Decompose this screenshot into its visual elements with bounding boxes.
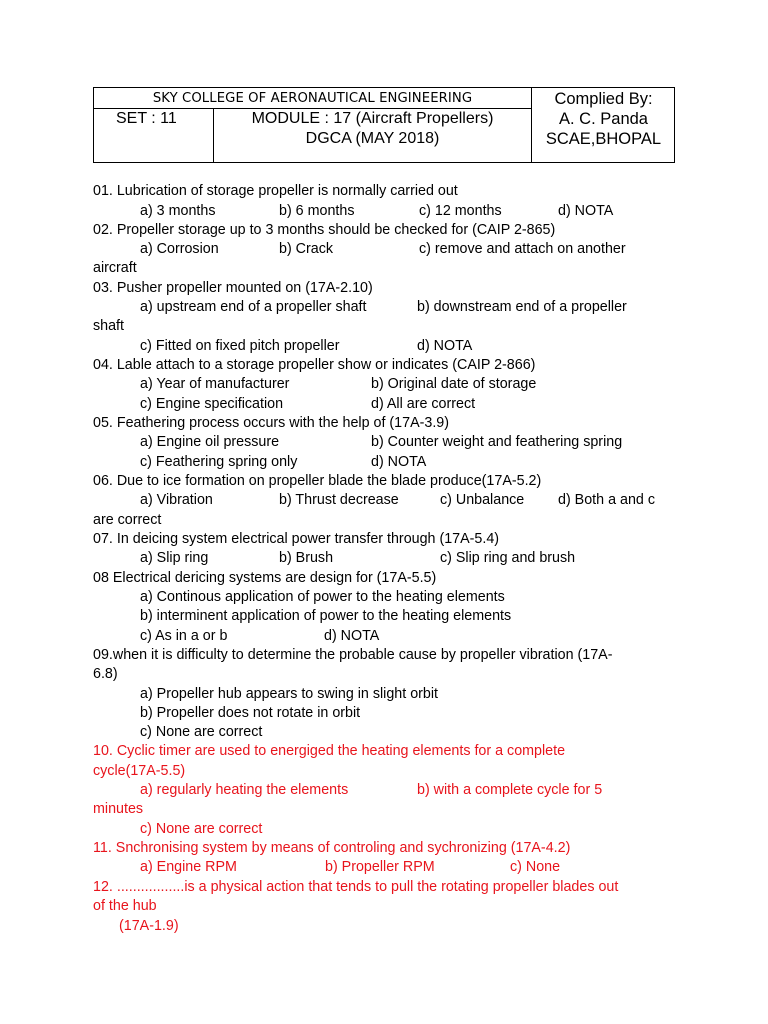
option-a: a) upstream end of a propeller shaft <box>140 299 367 315</box>
compiler-institute: SCAE,BHOPAL <box>545 130 662 148</box>
module-line: MODULE : 17 (Aircraft Propellers) <box>251 110 494 127</box>
question-12-wrap: of the hub <box>93 898 157 914</box>
option-c: c) 12 months <box>419 203 502 219</box>
question-04: 04. Lable attach to a storage propeller show or indicates (CAIP 2-866) <box>93 357 536 373</box>
option-b: b) Counter weight and feathering spring <box>371 434 623 450</box>
option-b: b) interminent application of power to the heating elements <box>140 608 512 624</box>
question-02-wrap: aircraft <box>93 260 137 276</box>
college-name: SKY COLLEGE OF AERONAUTICAL ENGINEERING <box>94 88 532 109</box>
question-02: 02. Propeller storage up to 3 months should be checked for (CAIP 2-865) <box>93 222 556 238</box>
option-a: a) Corrosion <box>140 241 219 257</box>
option-b: b) Propeller RPM <box>325 859 435 875</box>
option-a: a) Year of manufacturer <box>140 376 290 392</box>
option-a: a) Engine RPM <box>140 859 237 875</box>
option-c: c) As in a or b <box>140 628 228 644</box>
question-08: 08 Electrical dericing systems are design for (17A-5.5) <box>93 570 437 586</box>
option-c: c) remove and attach on another <box>419 241 626 257</box>
question-11: 11. Snchronising system by means of controling and sychronizing (17A-4.2) <box>93 840 571 856</box>
question-09: 09.when it is difficulty to determine the probable cause by propeller vibration (17A- <box>93 647 613 663</box>
option-b: b) Brush <box>279 550 334 566</box>
option-c: c) Unbalance <box>440 492 525 508</box>
compiled-by <box>532 88 675 163</box>
set-number: SET : 11 <box>94 108 214 163</box>
option-b: b) 6 months <box>279 203 355 219</box>
compiler-name: A. C. Panda <box>559 110 648 128</box>
option-b: b) Thrust decrease <box>279 492 399 508</box>
question-10-wrap2: minutes <box>93 801 144 817</box>
question-06-wrap: are correct <box>93 512 162 528</box>
module-title <box>214 108 532 163</box>
option-a: a) Engine oil pressure <box>140 434 280 450</box>
option-c: c) Slip ring and brush <box>440 550 576 566</box>
option-c: c) None are correct <box>140 724 263 740</box>
option-a: a) Continous application of power to the heating elements <box>140 589 505 605</box>
option-a: a) regularly heating the elements <box>140 782 349 798</box>
compiled-label: Complied By: <box>554 90 653 108</box>
option-b: b) Crack <box>279 241 334 257</box>
option-b: b) Propeller does not rotate in orbit <box>140 705 361 721</box>
option-b: b) with a complete cycle for 5 <box>417 782 603 798</box>
question-07: 07. In deicing system electrical power transfer through (17A-5.4) <box>93 531 500 547</box>
exam-line: DGCA (MAY 2018) <box>305 130 440 147</box>
option-a: a) Slip ring <box>140 550 209 566</box>
option-d: d) NOTA <box>324 628 380 644</box>
option-c: c) Fitted on fixed pitch propeller <box>140 338 340 354</box>
header-table <box>93 87 675 163</box>
option-c: c) Engine specification <box>140 396 284 412</box>
question-03: 03. Pusher propeller mounted on (17A-2.10) <box>93 280 373 296</box>
option-d: d) NOTA <box>417 338 473 354</box>
question-09-wrap: 6.8) <box>93 666 118 682</box>
option-c: c) None <box>510 859 561 875</box>
option-d: d) Both a and c <box>558 492 655 508</box>
option-d: d) All are correct <box>371 396 476 412</box>
option-a: a) 3 months <box>140 203 216 219</box>
option-d: d) NOTA <box>558 203 614 219</box>
option-c: c) Feathering spring only <box>140 454 298 470</box>
question-12: 12. .................is a physical action that tends to pull the rotating propeller blades out <box>93 879 619 895</box>
option-c: c) None are correct <box>140 821 263 837</box>
question-10: 10. Cyclic timer are used to energiged the heating elements for a complete <box>93 743 566 759</box>
question-01: 01. Lubrication of storage propeller is normally carried out <box>93 183 458 199</box>
option-b: b) Original date of storage <box>371 376 537 392</box>
question-05: 05. Feathering process occurs with the help of (17A-3.9) <box>93 415 450 431</box>
option-d: d) NOTA <box>371 454 427 470</box>
option-b: b) downstream end of a propeller <box>417 299 627 315</box>
question-06: 06. Due to ice formation on propeller blade the blade produce(17A-5.2) <box>93 473 542 489</box>
question-12-ref: (17A-1.9) <box>119 918 179 934</box>
question-10-wrap: cycle(17A-5.5) <box>93 763 186 779</box>
option-a: a) Propeller hub appears to swing in slight orbit <box>140 686 439 702</box>
question-03-wrap: shaft <box>93 318 124 334</box>
option-a: a) Vibration <box>140 492 213 508</box>
